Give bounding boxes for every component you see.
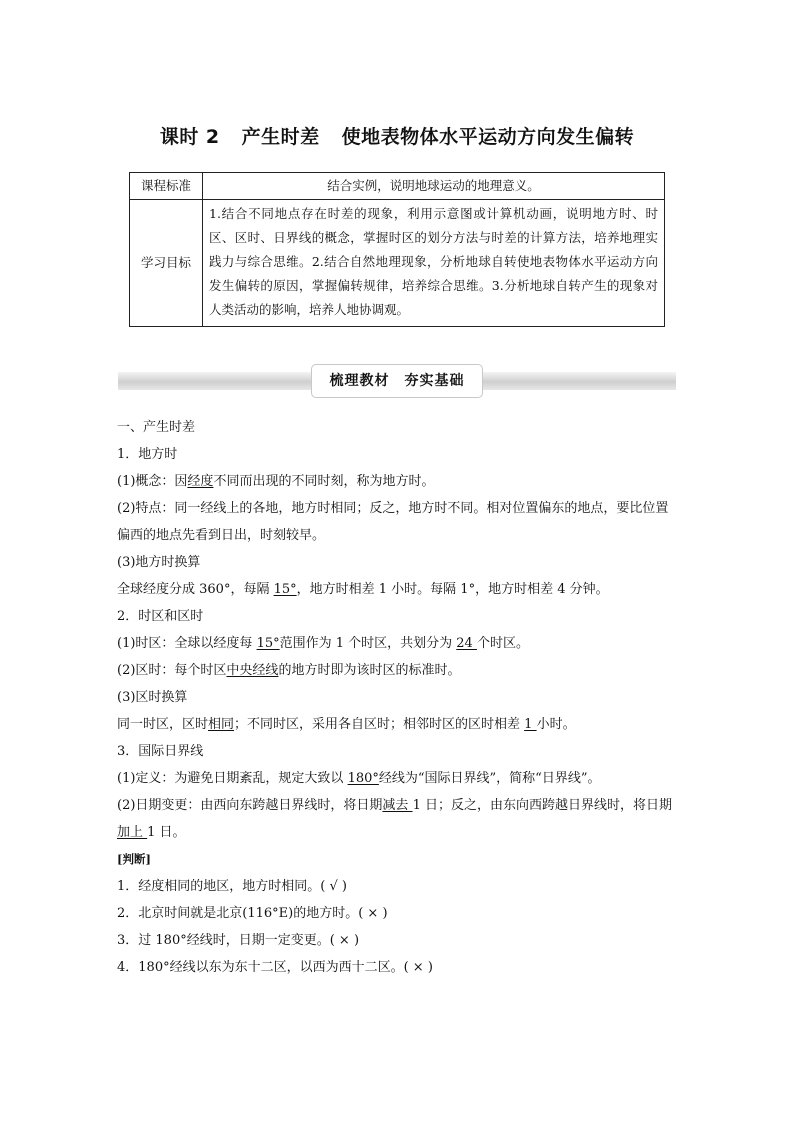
answer-blank: 15°: [273, 582, 297, 597]
text: ；不同时区，采用各自区时；相邻时区的区时相差: [234, 717, 525, 732]
text: 1 日；反之，由东向西跨越日界线时，将日期: [412, 798, 672, 813]
paragraph: (3)地方时换算: [117, 555, 201, 570]
paragraph: [117, 468, 679, 495]
standard-label: 课程标准: [130, 173, 203, 200]
objectives-value: 1.结合不同地点存在时差的现象，利用示意图或计算机动画，说明地方时、时区、区时、日界线的概念，掌握时区的划分方法与时差的计算方法，培养地理实践力与综合思维。2.结合自然地理现象，分析地球自转使地表物体水平运动方向发生偏转的原因，掌握偏转规律，培养综合思维。3.分析地球自转产生的现象对人类活动的影响，培养人地协调观。: [203, 200, 665, 327]
answer-blank: 24: [456, 636, 477, 651]
answer-blank: 减去: [382, 798, 413, 813]
paragraph: [117, 711, 679, 738]
text: (1)定义：为避免日期紊乱，规定大致以: [117, 771, 348, 786]
judge-item: 4．180°经线以东为东十二区，以西为西十二区。( × ): [117, 960, 433, 975]
section-banner: [118, 362, 676, 400]
text: 1 日。: [147, 825, 186, 840]
curriculum-table: [129, 172, 665, 327]
paragraph: [117, 657, 679, 684]
text: ，地方时相差 1 小时。每隔 1°，地方时相差 4 分钟。: [296, 582, 609, 597]
section-heading: 一、产生时差: [117, 420, 196, 435]
text: 经线为“国际日界线”，简称“日界线”。: [378, 771, 601, 786]
paragraph: [117, 765, 679, 792]
subheading-date-line: 3．国际日界线: [117, 744, 204, 759]
answer-blank: 1: [524, 717, 537, 732]
table-row-standard: [130, 173, 665, 200]
text: 的地方时即为该时区的标准时。: [278, 663, 461, 678]
judge-item: 1．经度相同的地区，地方时相同。( √ ): [117, 879, 347, 894]
judge-item: 2．北京时间就是北京(116°E)的地方时。( × ): [117, 906, 388, 921]
judge-item: 3．过 180°经线时，日期一定变更。( × ): [117, 933, 360, 948]
text: 全球经度分成 360°，每隔: [117, 582, 274, 597]
page-title: [0, 122, 794, 149]
standard-value: 结合实例，说明地球运动的地理意义。: [203, 173, 665, 200]
lesson-topic-2: 使地表物体水平运动方向发生偏转: [341, 126, 635, 148]
lesson-topic-1: 产生时差: [241, 126, 320, 148]
answer-blank: 经度: [187, 474, 214, 489]
content-body: [117, 414, 679, 981]
subheading-time-zones: 2．时区和区时: [117, 609, 204, 624]
text: 范围作为 1 个时区，共划分为: [279, 636, 457, 651]
table-row-objectives: [130, 200, 665, 327]
judge-label: [判断]: [117, 852, 151, 866]
text: 同一时区，区时: [117, 717, 209, 732]
answer-blank: 中央经线: [226, 663, 279, 678]
paragraph: [117, 792, 679, 846]
text: 个时区。: [476, 636, 529, 651]
paragraph: [117, 576, 679, 603]
answer-blank: 相同: [208, 717, 235, 732]
text: (2)日期变更：由西向东跨越日界线时，将日期: [117, 798, 383, 813]
paragraph: (2)特点：同一经线上的各地，地方时相同；反之，地方时不同。相对位置偏东的地点，要比位置偏西的地点先看到日出，时刻较早。: [117, 501, 669, 543]
text: (1)概念：因: [117, 474, 188, 489]
text: 小时。: [536, 717, 576, 732]
banner-label: 梳理教材 夯实基础: [312, 365, 482, 397]
paragraph: (3)区时换算: [117, 690, 188, 705]
objectives-label: 学习目标: [130, 200, 203, 327]
answer-blank: 180°: [347, 771, 379, 786]
paragraph: [117, 630, 679, 657]
text: (2)区时：每个时区: [117, 663, 227, 678]
text: 不同而出现的不同时刻，称为地方时。: [213, 474, 435, 489]
lesson-number: 课时 2: [159, 126, 220, 148]
text: (1)时区：全球以经度每: [117, 636, 257, 651]
subheading-local-time: 1．地方时: [117, 447, 178, 462]
answer-blank: 15°: [256, 636, 280, 651]
answer-blank: 加上: [117, 825, 148, 840]
